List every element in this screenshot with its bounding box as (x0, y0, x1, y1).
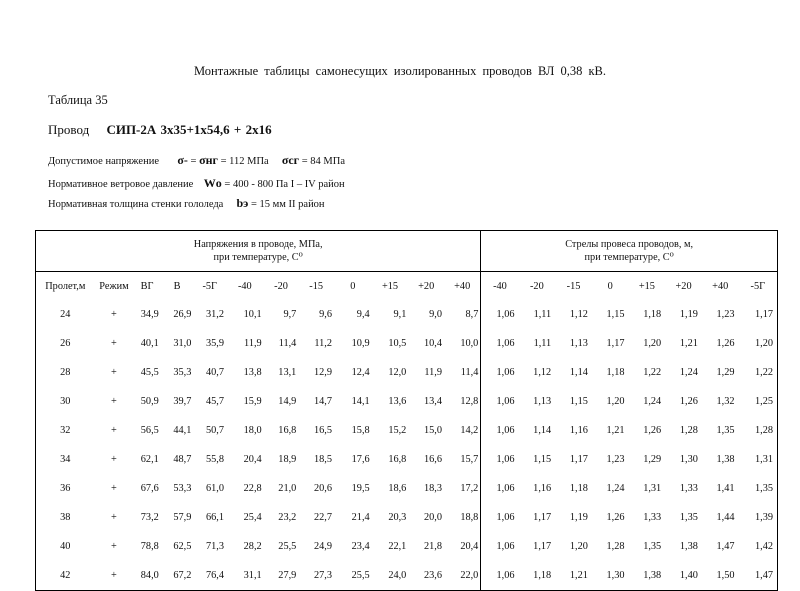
wire-label: Провод (48, 122, 90, 137)
table-cell: 1,14 (569, 367, 588, 378)
table-cell: 11,9 (244, 338, 262, 349)
table-cell: 1,21 (679, 338, 698, 349)
table-cell: 1,38 (716, 454, 735, 465)
table-cell: 1,29 (716, 367, 735, 378)
table-cell: 1,18 (606, 367, 625, 378)
column-header: +20 (675, 280, 692, 292)
table-cell: 16,8 (278, 425, 297, 436)
ice-thickness-line (48, 196, 325, 211)
table-cell: 1,31 (754, 454, 773, 465)
table-cell: 56,5 (140, 425, 159, 436)
table-cell: 10,4 (423, 338, 442, 349)
table-cell: 1,16 (533, 483, 552, 494)
table-cell: 26 (60, 338, 71, 349)
table-cell: 38 (60, 512, 71, 523)
wind-symbol: Wо (203, 176, 222, 190)
table-cell: 53,3 (173, 483, 192, 494)
table-cell: 1,21 (606, 425, 625, 436)
table-row (36, 474, 778, 503)
table-cell: 14,7 (313, 396, 332, 407)
wind-value: = 400 - 800 Па I – IV район (221, 179, 345, 190)
table-cell: 44,1 (173, 425, 192, 436)
table-cell: 1,18 (643, 309, 662, 320)
table-cell: 18,6 (388, 483, 407, 494)
table-cell: 16,6 (423, 454, 442, 465)
table-cell: 1,17 (606, 338, 625, 349)
table-cell: 25,4 (243, 512, 262, 523)
table-cell: 13,6 (388, 396, 407, 407)
table-cell: + (111, 570, 117, 581)
table-cell: 1,35 (643, 541, 662, 552)
table-cell: 13,4 (423, 396, 442, 407)
column-header: -40 (237, 280, 252, 292)
sag-group-line-1: Стрелы провеса проводов, м, (565, 239, 694, 250)
table-cell: 1,24 (643, 396, 662, 407)
table-cell: 21,4 (351, 512, 370, 523)
table-cell: 71,3 (205, 541, 224, 552)
table-cell: 30 (60, 396, 71, 407)
table-cell: 26,9 (173, 309, 192, 320)
table-cell: 1,20 (569, 541, 588, 552)
table-cell: 11,2 (314, 338, 332, 349)
table-cell: 9,1 (393, 309, 407, 320)
column-header: -5Г (750, 280, 766, 292)
table-cell: 35,9 (205, 338, 224, 349)
table-cell: 1,29 (643, 454, 662, 465)
table-cell: 22,0 (460, 570, 479, 581)
table-cell: 10,5 (388, 338, 407, 349)
table-cell: 1,42 (754, 541, 773, 552)
table-cell: 1,26 (679, 396, 698, 407)
table-cell: + (111, 309, 117, 320)
table-cell: 21,8 (423, 541, 442, 552)
column-header: +40 (454, 280, 471, 292)
table-cell: 16,8 (388, 454, 407, 465)
table-cell: 34,9 (140, 309, 159, 320)
table-cell: 62,5 (173, 541, 192, 552)
table-cell: 12,0 (388, 367, 407, 378)
table-cell: 1,12 (569, 309, 588, 320)
table-cell: 1,35 (716, 425, 735, 436)
table-cell: 24,0 (388, 570, 407, 581)
table-cell: 1,28 (679, 425, 698, 436)
table-cell: 20,4 (460, 541, 479, 552)
column-header: Режим (99, 280, 129, 292)
table-cell: 18,9 (278, 454, 297, 465)
table-cell: 25,5 (351, 570, 370, 581)
table-cell: 34 (60, 454, 71, 465)
table-cell: 19,5 (351, 483, 370, 494)
column-header: Пролет,м (45, 280, 86, 292)
wind-label: Нормативное ветровое давление (48, 179, 194, 190)
table-cell: + (111, 512, 117, 523)
table-cell: 1,06 (481, 561, 519, 591)
table-cell: 1,28 (754, 425, 773, 436)
table-cell: 1,30 (679, 454, 698, 465)
table-row (36, 358, 778, 387)
table-cell: 1,26 (643, 425, 662, 436)
table-cell: 1,06 (481, 503, 519, 532)
table-cell: 1,17 (754, 309, 773, 320)
table-cell: 76,4 (205, 570, 224, 581)
table-cell: 1,06 (481, 329, 519, 358)
table-cell: 57,9 (173, 512, 192, 523)
table-cell: 31,2 (205, 309, 224, 320)
table-cell: 1,06 (481, 474, 519, 503)
sag-group-header (481, 231, 778, 272)
table-cell: 12,8 (460, 396, 479, 407)
table-cell: 20,3 (388, 512, 407, 523)
table-cell: 42 (60, 570, 71, 581)
table-cell: 15,0 (423, 425, 442, 436)
table-cell: 27,3 (313, 570, 332, 581)
table-cell: + (111, 338, 117, 349)
table-cell: 1,50 (716, 570, 735, 581)
table-cell: 1,21 (569, 570, 588, 581)
table-cell: 1,24 (606, 483, 625, 494)
table-cell: 11,4 (460, 367, 479, 378)
table-cell: 9,4 (356, 309, 370, 320)
table-cell: 32 (60, 425, 71, 436)
column-header: 0 (607, 280, 613, 292)
stress-symbol-3: σсг (281, 153, 300, 167)
column-header: -20 (530, 280, 544, 292)
table-cell: 1,19 (679, 309, 698, 320)
table-cell: 9,6 (319, 309, 332, 320)
table-cell: 1,26 (716, 338, 735, 349)
table-cell: 1,47 (754, 570, 773, 581)
wire-code: СИП-2А 3х35+1х54,6 + 2х16 (106, 122, 272, 137)
column-header: 0 (350, 280, 356, 292)
table-cell: 45,7 (205, 396, 224, 407)
table-cell: 18,3 (423, 483, 442, 494)
table-cell: 1,33 (643, 512, 662, 523)
table-cell: 20,0 (423, 512, 442, 523)
table-cell: 1,28 (606, 541, 625, 552)
column-header: +15 (638, 280, 655, 292)
table-row (36, 503, 778, 532)
table-cell: 1,15 (606, 309, 625, 320)
table-cell: 23,2 (278, 512, 297, 523)
table-cell: 1,18 (569, 483, 588, 494)
table-cell: 35,3 (173, 367, 192, 378)
table-cell: + (111, 454, 117, 465)
table-cell: 1,44 (716, 512, 735, 523)
table-cell: 15,2 (388, 425, 407, 436)
table-cell: 1,24 (679, 367, 698, 378)
table-cell: 18,0 (243, 425, 262, 436)
ice-symbol: bэ (236, 196, 249, 210)
table-cell: + (111, 541, 117, 552)
column-header: В (173, 280, 181, 292)
table-cell: 1,17 (569, 454, 588, 465)
table-cell: 17,6 (351, 454, 370, 465)
table-cell: 45,5 (140, 367, 159, 378)
column-header: +40 (712, 280, 729, 292)
column-header: -15 (309, 280, 324, 292)
table-cell: 1,38 (643, 570, 662, 581)
table-cell: 20,6 (313, 483, 332, 494)
table-cell: 1,40 (679, 570, 698, 581)
stress-label: Допустимое напряжение (48, 156, 159, 167)
table-cell: 1,26 (606, 512, 625, 523)
table-row (36, 561, 778, 591)
table-cell: 48,7 (173, 454, 192, 465)
table-cell: + (111, 367, 117, 378)
table-cell: 23,4 (351, 541, 370, 552)
table-row (36, 329, 778, 358)
table-cell: 1,06 (481, 445, 519, 474)
table-cell: 10,0 (460, 338, 479, 349)
table-cell: 1,19 (569, 512, 588, 523)
table-cell: 15,9 (243, 396, 262, 407)
table-cell: 1,39 (754, 512, 773, 523)
stress-symbol-2: σнг (199, 153, 218, 167)
table-cell: 67,2 (173, 570, 192, 581)
table-cell: 14,2 (460, 425, 479, 436)
column-header: -15 (566, 280, 581, 292)
table-cell: + (111, 425, 117, 436)
table-cell: 1,30 (606, 570, 625, 581)
stress-group-header (36, 231, 481, 272)
table-cell: 16,5 (313, 425, 332, 436)
table-cell: 1,17 (533, 512, 552, 523)
column-header: +15 (381, 280, 399, 292)
table-cell: 61,0 (205, 483, 224, 494)
table-cell: 20,4 (243, 454, 262, 465)
table-cell: 1,18 (533, 570, 552, 581)
table-number: Таблица 35 (48, 93, 108, 107)
table-cell: 1,23 (606, 454, 625, 465)
table-cell: 27,9 (278, 570, 297, 581)
table-cell: 1,25 (754, 396, 773, 407)
table-cell: 21,0 (278, 483, 297, 494)
table-cell: 11,9 (424, 367, 442, 378)
table-cell: 67,6 (140, 483, 159, 494)
table-cell: 1,12 (533, 367, 552, 378)
table-cell: 14,9 (278, 396, 297, 407)
table-cell: 73,2 (140, 512, 159, 523)
ice-value: = 15 мм II район (248, 199, 325, 210)
table-row (36, 416, 778, 445)
table-cell: 24,9 (313, 541, 332, 552)
table-cell: 1,38 (679, 541, 698, 552)
table-cell: 25,5 (278, 541, 297, 552)
table-cell: 1,06 (481, 387, 519, 416)
table-cell: 1,32 (716, 396, 735, 407)
table-cell: 17,2 (460, 483, 479, 494)
table-cell: 1,17 (533, 541, 552, 552)
table-cell: 1,33 (679, 483, 698, 494)
stress-eq-1: = (187, 156, 200, 167)
table-cell: 50,7 (205, 425, 224, 436)
table-cell: 40,7 (205, 367, 224, 378)
stress-symbol-1: σ- (177, 153, 188, 167)
table-cell: 13,1 (278, 367, 297, 378)
column-header: ВГ (140, 280, 154, 292)
table-cell: 1,06 (481, 416, 519, 445)
table-cell: 15,7 (460, 454, 479, 465)
stress-value-2: = 84 МПа (299, 156, 346, 167)
table-cell: 50,9 (140, 396, 159, 407)
table-cell: 66,1 (205, 512, 224, 523)
table-cell: 22,8 (243, 483, 262, 494)
table-cell: 1,41 (716, 483, 735, 494)
wind-pressure-line (48, 176, 345, 191)
table-cell: 40 (60, 541, 71, 552)
table-cell: 84,0 (140, 570, 159, 581)
stress-value-1: = 112 МПа (217, 156, 269, 167)
table-cell: 1,20 (754, 338, 773, 349)
table-cell: 24 (60, 309, 71, 320)
table-row (36, 445, 778, 474)
column-header: -40 (481, 272, 519, 301)
table-cell: 31,1 (243, 570, 262, 581)
table-cell: 28,2 (243, 541, 262, 552)
stress-group-line-2: при температуре, С⁰ (213, 252, 303, 263)
table-cell: + (111, 483, 117, 494)
table-cell: 12,9 (313, 367, 332, 378)
table-cell: 1,06 (481, 358, 519, 387)
table-cell: 1,22 (754, 367, 773, 378)
ice-label: Нормативная толщина стенки гололеда (48, 199, 224, 210)
table-cell: 1,06 (481, 532, 519, 561)
table-row (36, 532, 778, 561)
table-cell: 8,7 (465, 309, 479, 320)
document-title: Монтажные таблицы самонесущих изолированных проводов ВЛ 0,38 кВ. (194, 64, 606, 78)
table-cell: 9,7 (283, 309, 297, 320)
table-cell: 31,0 (173, 338, 192, 349)
table-row (36, 300, 778, 329)
table-cell: 23,6 (423, 570, 442, 581)
table-cell: 40,1 (140, 338, 159, 349)
table-cell: 36 (60, 483, 71, 494)
table-cell: 1,11 (533, 338, 552, 349)
table-cell: 1,14 (533, 425, 552, 436)
table-cell: 39,7 (173, 396, 192, 407)
table-body (36, 300, 778, 591)
stress-group-line-1: Напряжения в проводе, МПа, (193, 239, 323, 250)
wire-line (48, 122, 272, 138)
table-cell: 1,15 (569, 396, 588, 407)
table-cell: 1,47 (716, 541, 735, 552)
table-cell: 1,20 (643, 338, 662, 349)
table-cell: 1,23 (716, 309, 735, 320)
table-cell: 18,5 (313, 454, 332, 465)
table-cell: 18,8 (460, 512, 479, 523)
table-cell: 9,0 (429, 309, 442, 320)
table-cell: 14,1 (351, 396, 370, 407)
table-cell: 1,06 (481, 300, 519, 329)
table-cell: 1,22 (643, 367, 662, 378)
table-row (36, 387, 778, 416)
column-header: -5Г (202, 280, 217, 292)
installation-table (35, 230, 778, 591)
table-cell: 78,8 (140, 541, 159, 552)
table-cell: 1,35 (679, 512, 698, 523)
table-cell: 28 (60, 367, 71, 378)
table-cell: 55,8 (205, 454, 224, 465)
table-cell: 22,7 (313, 512, 332, 523)
column-header: +20 (418, 280, 435, 292)
column-header: -20 (274, 280, 288, 292)
table-cell: 62,1 (140, 454, 159, 465)
table-cell: 10,9 (351, 338, 370, 349)
table-cell: 1,35 (754, 483, 773, 494)
table-cell: 13,8 (243, 367, 262, 378)
allowed-stress-line (48, 153, 345, 168)
table-cell: 1,11 (533, 309, 552, 320)
table-cell: 11,4 (278, 338, 297, 349)
table-cell: 1,16 (569, 425, 588, 436)
table-cell: 1,13 (569, 338, 588, 349)
table-cell: 15,8 (351, 425, 370, 436)
table-cell: 1,31 (643, 483, 662, 494)
column-header-row (36, 272, 778, 301)
table-cell: + (111, 396, 117, 407)
table-cell: 22,1 (388, 541, 407, 552)
table-cell: 12,4 (351, 367, 370, 378)
table-cell: 1,15 (533, 454, 552, 465)
sag-group-line-2: при температуре, С⁰ (584, 252, 674, 263)
table-cell: 1,20 (606, 396, 625, 407)
table-cell: 1,13 (533, 396, 552, 407)
table-cell: 10,1 (243, 309, 262, 320)
